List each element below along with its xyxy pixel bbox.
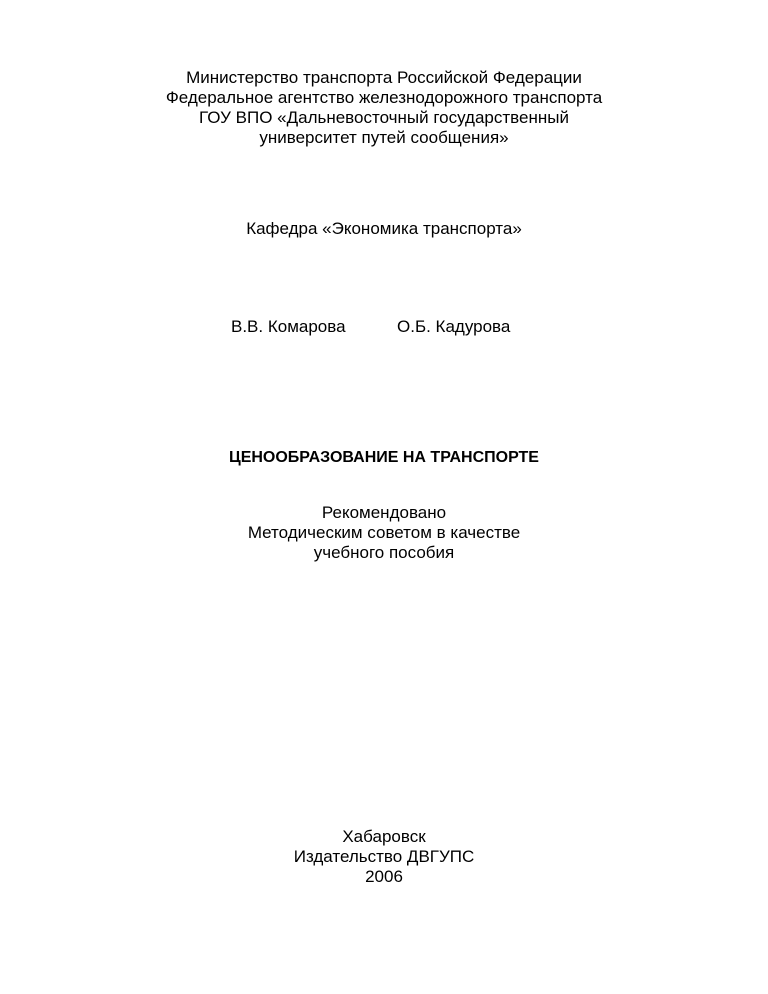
authors xyxy=(0,317,768,339)
publisher: Издательство ДВГУПС xyxy=(293,847,475,866)
document-title xyxy=(0,448,768,468)
university-line-1: ГОУ ВПО «Дальневосточный государственный xyxy=(199,108,569,127)
recommendation-line-2: Методическим советом в качестве xyxy=(247,523,521,542)
recommendation-line-1: Рекомендовано xyxy=(321,503,447,522)
city: Хабаровск xyxy=(342,827,426,846)
department-name: Кафедра «Экономика транспорта» xyxy=(246,219,522,238)
imprint xyxy=(0,827,768,887)
recommendation xyxy=(0,503,768,563)
agency-line: Федеральное агентство железнодорожного транспорта xyxy=(165,88,603,107)
year: 2006 xyxy=(365,867,403,886)
title-text: ЦЕНООБРАЗОВАНИЕ НА ТРАНСПОРТЕ xyxy=(229,449,539,466)
author-name: О.Б. Кадурова xyxy=(397,317,511,336)
department xyxy=(0,219,768,239)
institution-header xyxy=(0,68,768,148)
author-name: В.В. Комарова xyxy=(231,317,346,336)
ministry-line: Министерство транспорта Российской Федерации xyxy=(186,68,582,87)
university-line-2: университет путей сообщения» xyxy=(259,128,509,147)
recommendation-line-3: учебного пособия xyxy=(313,543,455,562)
